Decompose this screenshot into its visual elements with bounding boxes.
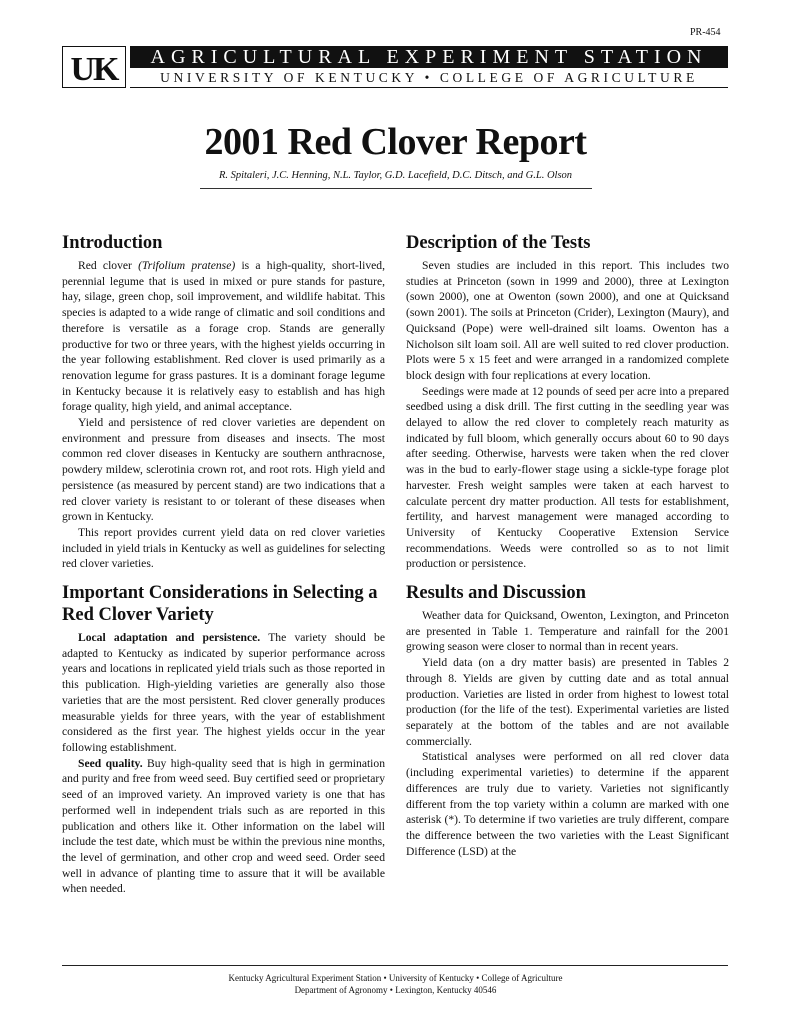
seed-quality-text: Buy high-quality seed that is high in germination and purity and free from weed seed. Buy certified seed or proprietary seed of an improved variety. An improved variety is one that has performed well in independent trials such as are reported in this publication and others like it. Other information on the label will include the test date, which must be within the previous nine months, the level of germination, and other crop and weed seed. Order seed well in advance of planting time to assure that it will be available when needed. bbox=[62, 756, 386, 896]
footer-line-1: Kentucky Agricultural Experiment Station • University of Kentucky • College of Agriculture bbox=[228, 973, 563, 983]
introduction-heading: Introduction bbox=[62, 233, 163, 253]
footer-divider bbox=[62, 965, 728, 966]
authors-line: R. Spitaleri, J.C. Henning, N.L. Taylor, G.D. Lacefield, D.C. Ditsch, and G.L. Olson bbox=[218, 170, 573, 181]
footer-line-2: Department of Agronomy • Lexington, Kentucky 40546 bbox=[294, 985, 497, 995]
uk-logo bbox=[62, 46, 126, 88]
introduction-paragraph-2: Yield and persistence of red clover varieties are dependent on environment and pressure from diseases and insects. The most common red clover diseases in Kentucky are southern anthracnose, powdery mildew, sclerotinia crown rot, and root rots. High yield and persistence (as measured by percent stand) are two indications that a red clover variety is resistant to or tolerant of these diseases when grown in Kentucky. bbox=[62, 416, 385, 524]
header-subtitle: UNIVERSITY OF KENTUCKY • COLLEGE OF AGRICULTURE bbox=[130, 69, 728, 88]
tests-paragraph-1: Seven studies are included in this report. This includes two studies at Princeton (sown in 1999 and 2000), three at Lexington (sown 2000), one at Owenton (sown 2000), and one at Quicksand (sown 2001). The soils at Princeton (Crider), Lexington (Maury), and Quicksand (Pope) were well-drained silt loams. Owenton has a Nicholson silt loam soil. All are well suited to red clover production. Plots were 5 x 15 feet and were arranged in a randomized complete block design with four replications at every location. bbox=[406, 259, 729, 382]
seed-quality-paragraph bbox=[62, 756, 385, 897]
adaptation-lead: Local adaptation and persistence. bbox=[78, 631, 261, 645]
results-paragraph-2: Yield data (on a dry matter basis) are presented in Tables 2 through 8. Yields are given by cutting date and as total annual production. Varieties are listed in order from highest to lowest total production (for the life of the test). Experimental varieties are listed separately at the bottom of the tables and are not available commercially. bbox=[406, 656, 729, 748]
title-divider bbox=[200, 188, 592, 189]
results-paragraph-3: Statistical analyses were performed on all red clover data (including experimental varieties) to determine if the apparent differences are truly due to variety. Varieties not significantly different from the top variety within a column are marked with one asterisk (*). To determine if two varieties are truly different, compare the difference between the two varieties with the Least Significant Difference (LSD) at the bbox=[406, 750, 729, 858]
adaptation-paragraph bbox=[62, 630, 385, 756]
seed-quality-lead: Seed quality. bbox=[78, 756, 143, 770]
introduction-paragraph-1 bbox=[62, 258, 385, 415]
introduction-paragraph-3: This report provides current yield data on red clover varieties included in yield trials in Kentucky as well as guidelines for selecting red clover varieties. bbox=[62, 525, 385, 571]
results-heading: Results and Discussion bbox=[406, 583, 586, 604]
publication-number: PR-454 bbox=[690, 27, 721, 38]
species-name: (Trifolium pratense) bbox=[138, 259, 236, 272]
tests-paragraph-2: Seedings were made at 12 pounds of seed per acre into a prepared seedbed using a disk drill. The first cutting in the seedling year was delayed to allow the red clover to completely reach maturity as indicated by full bloom, which generally occurs about 60 to 90 days after seeding. Otherwise, harvests were taken when the red clover was in the bud to early-flower stage using a sickle-type forage plot harvester. Fresh weight samples were taken at each harvest to calculate percent dry matter production. All tests for establishment, fertility, and harvest management were managed according to University of Kentucky Cooperative Extension Service recommendations. Weeds were controlled so as to not limit production or persistence. bbox=[406, 384, 729, 571]
logo-text: UK bbox=[70, 51, 118, 88]
right-column bbox=[406, 232, 729, 859]
report-title: 2001 Red Clover Report bbox=[204, 121, 587, 163]
left-column bbox=[62, 232, 385, 897]
header-band: AGRICULTURAL EXPERIMENT STATION bbox=[130, 46, 728, 68]
results-paragraph-1: Weather data for Quicksand, Owenton, Lexington, and Princeton are presented in Table 1. Temperature and rainfall for the 2001 growing season were closer to normal than in recent years. bbox=[406, 609, 729, 654]
considerations-heading: Important Considerations in Selecting a Red Clover Variety bbox=[62, 583, 378, 626]
intro-text-b: is a high-quality, short-lived, perennial legume that is used in mixed or pure stands for pasture, hay, silage, green chop, soil improvement, and wildlife habitat. This species is adapted to a wide range of climatic and soil conditions and therefore is versatile as a forage crop. Stands are generally productive for two or three years, with the highest yields occurring in the year following establishment. Red clover is used primarily as a renovation legume for grass pastures. It is a dominant forage legume in Kentucky because it is relatively easy to establish and has high forage quality, high yield, and animal acceptance. bbox=[62, 259, 385, 414]
adaptation-text: The variety should be adapted to Kentucky as indicated by superior performance across years and locations in replicated yield trials such as those reported in this publication. High-yielding varieties are generally also those varieties that are the most persistent. Red clover generally produces measurable yields for three years, with the year of establishment considered as the first year. The highest yields occur in the year following establishment. bbox=[62, 631, 386, 754]
intro-text-a: Red clover bbox=[78, 259, 139, 272]
tests-heading: Description of the Tests bbox=[406, 233, 591, 253]
footer bbox=[0, 972, 791, 996]
